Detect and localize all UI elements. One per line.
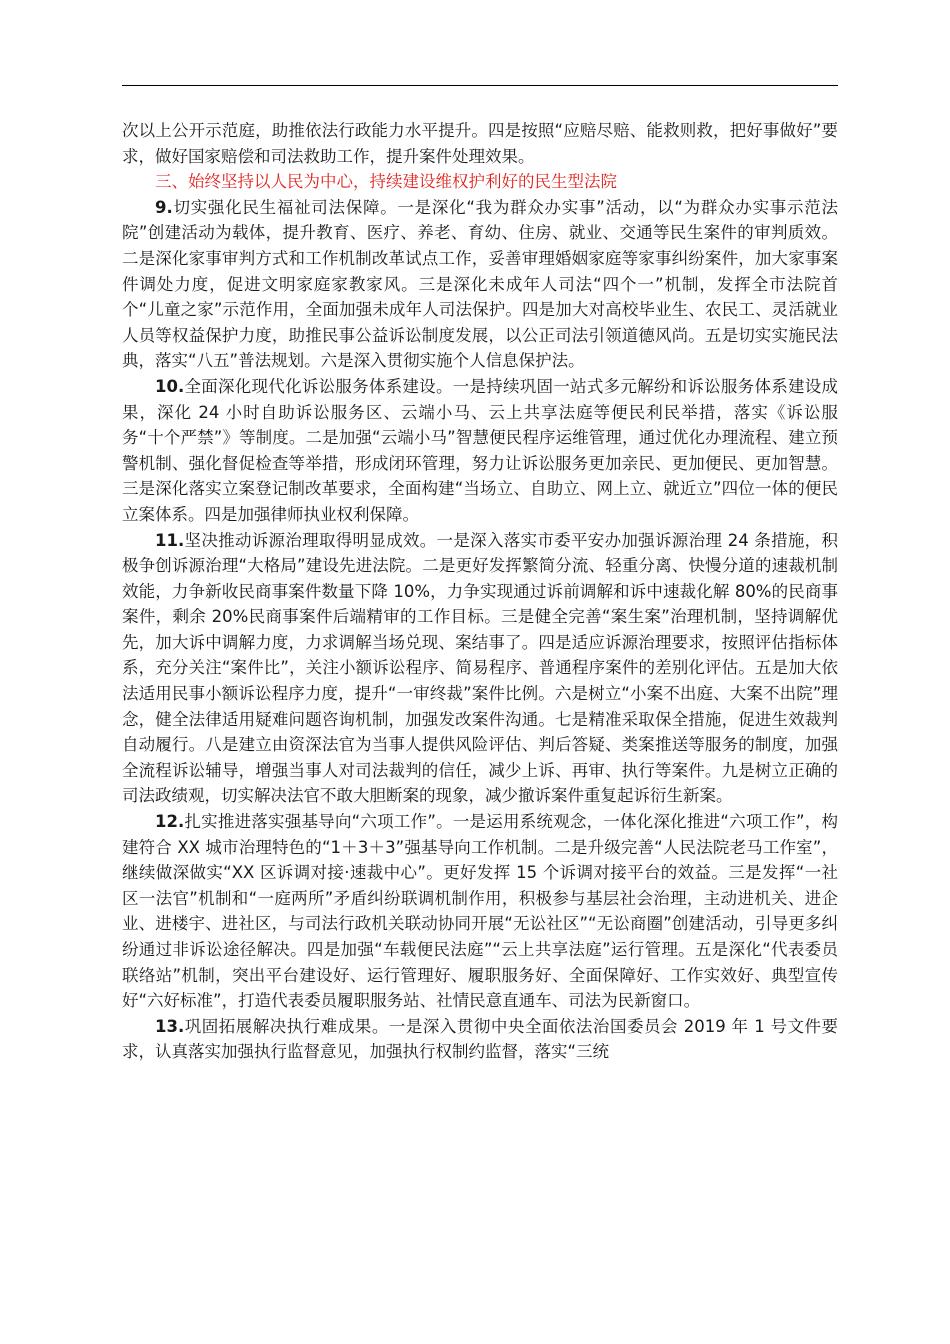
paragraph-continuation: 次以上公开示范庭，助推依法行政能力水平提升。四是按照“应赔尽赔、能救则救，把好事做好”要求，做好国家赔偿和司法救助工作，提升案件处理效果。 [122,121,838,166]
paragraph-item-13 [122,1014,838,1065]
item-number: 9. [155,197,173,217]
paragraph-item-9 [122,195,838,374]
item-number: 12. [155,812,185,832]
paragraph-item-10 [122,374,838,528]
item-text: 巩固拓展解决执行难成果。一是深入贯彻中央全面依法治国委员会 2019 年 1 号文件要求，认真落实加强执行监督意见，加强执行权制约监督，落实“三统 [122,1016,838,1062]
item-text: 全面深化现代化诉讼服务体系建设。一是持续巩固一站式多元解纷和诉讼服务体系建设成果，深化 24 小时自助诉讼服务区、云端小马、云上共享法庭等便民利民举措，落实《诉讼服务“十个严禁”》等制度。二是加强“云端小马”智慧便民程序运维管理，通过优化办理流程、建立预警机制、强化督促检查等举措，形成闭环管理，努力让诉讼服务更加亲民、更加便民、更加智慧。三是深化落实立案登记制改革要求，全面构建“当场立、自助立、网上立、就近立”四位一体的便民立案体系。四是加强律师执业权利保障。 [122,376,838,524]
item-number: 11. [155,530,185,550]
document-body [122,118,838,1065]
header-divider [122,85,838,86]
item-text: 切实强化民生福祉司法保障。一是深化“我为群众办实事”活动，以“为群众办实事示范法院”创建活动为载体，提升教育、医疗、养老、育幼、住房、就业、交通等民生案件的审判质效。二是深化家事审判方式和工作机制改革试点工作，妥善审理婚姻家庭等家事纠纷案件，加大家事案件调处力度，促进文明家庭家教家风。三是深化未成年人司法“四个一”机制，发挥全市法院首个“儿童之家”示范作用，全面加强未成年人司法保护。四是加大对高校毕业生、农民工、灵活就业人员等权益保护力度，助推民事公益诉讼制度发展，以公正司法引领道德风尚。五是切实实施民法典，落实“八五”普法规划。六是深入贯彻实施个人信息保护法。 [122,197,838,371]
item-number: 13. [155,1016,185,1036]
section-heading: 三、始终坚持以人民为中心，持续建设维权护利好的民生型法院 [155,172,617,192]
paragraph-item-11 [122,528,838,810]
item-text: 一是运用系统观念，一体化深化推进“六项工作”，构建符合 XX 城市治理特色的“1＋3＋3”强基导向工作机制。二是升级完善“人民法院老马工作室”，继续做深做实“XX 区诉调对接·速裁中心”。更好发挥 15 个诉调对接平台的效益。三是发挥“一社区一法官”机制和“一庭两所”矛盾纠纷联调机制作用，积极参与基层社会治理，主动进机关、进企业、进楼宇、进社区，与司法行政机关联动协同开展“无讼社区”“无讼商圈”创建活动，引导更多纠纷通过非诉讼途径解决。四是加强“车载便民法庭”“云上共享法庭”运行管理。五是深化“代表委员联络站”机制，突出平台建设好、运行管理好、履职服务好、全面保障好、工作实效好、典型宣传好“六好标准”，打造代表委员履职服务站、社情民意直通车、司法为民新窗口。 [122,812,838,1011]
item-text: 坚决推动诉源治理取得明显成效。一是深入落实市委平安办加强诉源治理 24 条措施，积极争创诉源治理“大格局”建设先进法院。二是更好发挥繁简分流、轻重分离、快慢分道的速裁机制效能，力争新收民商事案件数量下降 10%，力争实现通过诉前调解和诉中速裁化解 80%的民商事案件，剩余 20%民商事案件后端精审的工作目标。三是健全完善“案生案”治理机制，坚持调解优先，加大诉中调解力度，力求调解当场兑现、案结事了。四是适应诉源治理要求，按照评估指标体系，充分关注“案件比”，关注小额诉讼程序、简易程序、普通程序案件的差别化评估。五是加大依法适用民事小额诉讼程序力度，提升“一审终裁”案件比例。六是树立“小案不出庭、大案不出院”理念，健全法律适用疑难问题咨询机制，加强发改案件沟通。七是精准采取保全措施，促进生效裁判自动履行。八是建立由资深法官为当事人提供风险评估、判后答疑、类案推送等服务的制度，加强全流程诉讼辅导，增强当事人对司法裁判的信任，减少上诉、再审、执行等案件。九是树立正确的司法政绩观，切实解决法官不敢大胆断案的现象，减少撤诉案件重复起诉衍生新案。 [122,530,838,806]
item-number: 10. [155,376,185,396]
item-title: 扎实推进落实强基导向“六项工作”。 [184,812,453,832]
paragraph-item-12 [122,809,838,1014]
